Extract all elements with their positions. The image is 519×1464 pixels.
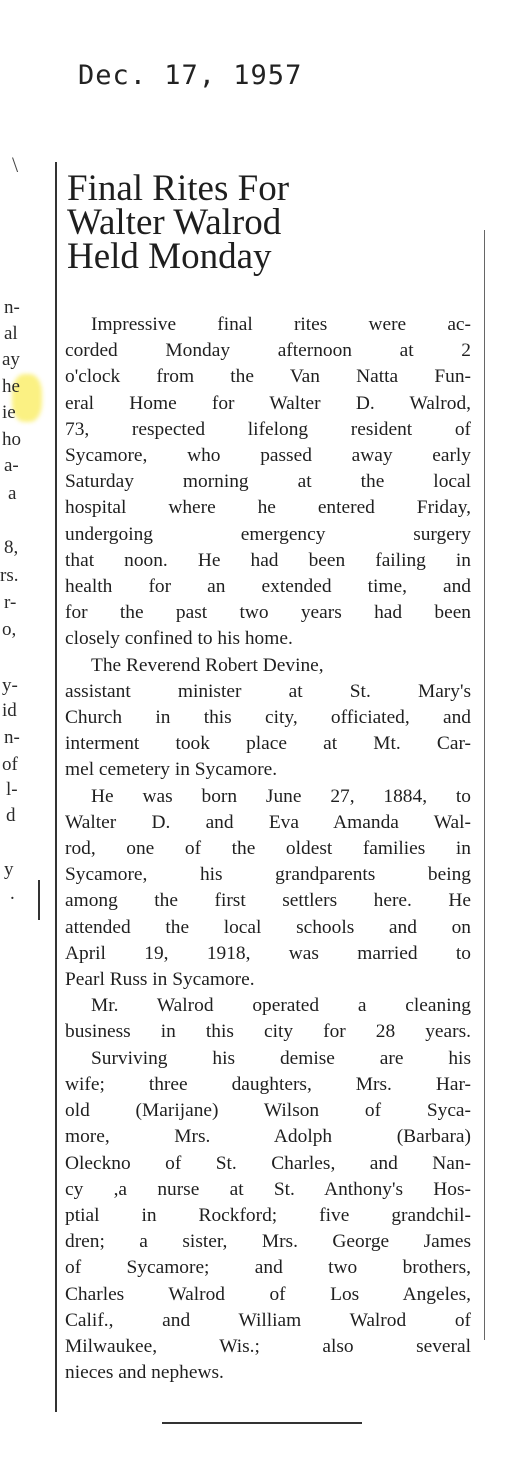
text-line: Church in this city, officiated, and: [65, 707, 471, 729]
text-line: Sycamore, who passed away early: [65, 445, 471, 467]
text-line: more, Mrs. Adolph (Barbara): [65, 1126, 471, 1148]
text-line: old (Marijane) Wilson of Syca-: [65, 1100, 471, 1122]
column-rule-left: [55, 162, 57, 1412]
text-line: He was born June 27, 1884, to: [91, 785, 471, 807]
fragment: rs.: [0, 565, 19, 586]
text-line: Oleckno of St. Charles, and Nan-: [65, 1152, 471, 1174]
fragment: a-: [4, 455, 19, 476]
fragment: ho: [2, 429, 21, 450]
text-line: dren; a sister, Mrs. George James: [65, 1231, 471, 1253]
fragment: he: [2, 376, 20, 397]
paragraph-biography: [65, 784, 471, 994]
fragment: ie: [2, 402, 16, 423]
fragment: n-: [4, 297, 20, 318]
paragraph-survivors: [65, 1046, 471, 1387]
text-line: of Sycamore; and two brothers,: [65, 1257, 471, 1279]
paragraph-business: [65, 993, 471, 1045]
text-line: interment took place at Mt. Car-: [65, 733, 471, 755]
text-line: Milwaukee, Wis.; also several: [65, 1335, 471, 1357]
fragment: al: [4, 323, 18, 344]
text-line: for the past two years had been: [65, 602, 471, 624]
stray-mark-icon: \: [12, 152, 19, 177]
column-rule-right: [484, 230, 485, 1340]
headline-line: Held Monday: [67, 236, 272, 277]
headline-line: Walter Walrod: [67, 202, 282, 243]
text-line: that noon. He had been failing in: [65, 549, 471, 571]
text-line: attended the local schools and on: [65, 916, 471, 938]
article-body: [65, 312, 471, 1386]
text-line: Saturday morning at the local: [65, 471, 471, 493]
text-line: Surviving his demise are his: [91, 1047, 471, 1069]
fragment: ay: [2, 349, 20, 370]
text-line: eral Home for Walter D. Walrod,: [65, 392, 471, 414]
text-line: Charles Walrod of Los Angeles,: [65, 1283, 471, 1305]
text-line: among the first settlers here. He: [65, 890, 471, 912]
fragment: a: [8, 483, 17, 504]
text-line: Pearl Russ in Sycamore.: [65, 969, 255, 991]
text-line: undergoing emergency surgery: [65, 523, 471, 545]
fragment: y: [4, 859, 14, 880]
clipping-date: Dec. 17, 1957: [78, 60, 303, 91]
fragment: o,: [2, 619, 17, 640]
fragment: d: [6, 805, 16, 826]
text-line: assistant minister at St. Mary's: [65, 680, 471, 702]
text-line: ptial in Rockford; five grandchil-: [65, 1204, 471, 1226]
fragment: y-: [2, 675, 18, 696]
text-line: cy ,a nurse at St. Anthony's Hos-: [65, 1178, 471, 1200]
text-line: Sycamore, his grandparents being: [65, 864, 471, 886]
text-line: closely confined to his home.: [65, 628, 293, 650]
headline-line: Final Rites For: [67, 168, 290, 209]
text-line: o'clock from the Van Natta Fun-: [65, 366, 471, 388]
text-line: hospital where he entered Friday,: [65, 497, 471, 519]
column-rule-fragment: [38, 880, 40, 920]
headline: [67, 168, 487, 277]
adjacent-column-fragments: [0, 0, 40, 1464]
fragment: r-: [4, 592, 17, 613]
text-line: mel cemetery in Sycamore.: [65, 759, 278, 781]
text-line: April 19, 1918, was married to: [65, 942, 471, 964]
end-rule: [162, 1422, 362, 1424]
paragraph-funeral: [65, 312, 471, 653]
text-line: Impressive final rites were ac-: [91, 314, 471, 335]
text-line: Walter D. and Eva Amanda Wal-: [65, 811, 471, 833]
fragment: n-: [4, 727, 20, 748]
text-line: wife; three daughters, Mrs. Har-: [65, 1073, 471, 1095]
fragment: 8,: [4, 537, 19, 558]
fragment: of: [2, 754, 18, 775]
text-line: nieces and nephews.: [65, 1362, 224, 1384]
fragment: l-: [6, 779, 18, 800]
fragment: .: [10, 883, 15, 904]
text-line: business in this city for 28 years.: [65, 1021, 471, 1043]
fragment: id: [2, 700, 17, 721]
paragraph-officiant: [65, 653, 471, 784]
text-line: health for an extended time, and: [65, 576, 471, 598]
text-line: 73, respected lifelong resident of: [65, 418, 471, 440]
text-line: The Reverend Robert Devine,: [91, 654, 324, 676]
text-line: Mr. Walrod operated a cleaning: [91, 995, 471, 1017]
text-line: Calif., and William Walrod of: [65, 1309, 471, 1331]
text-line: corded Monday afternoon at 2: [65, 340, 471, 362]
text-line: rod, one of the oldest families in: [65, 838, 471, 860]
